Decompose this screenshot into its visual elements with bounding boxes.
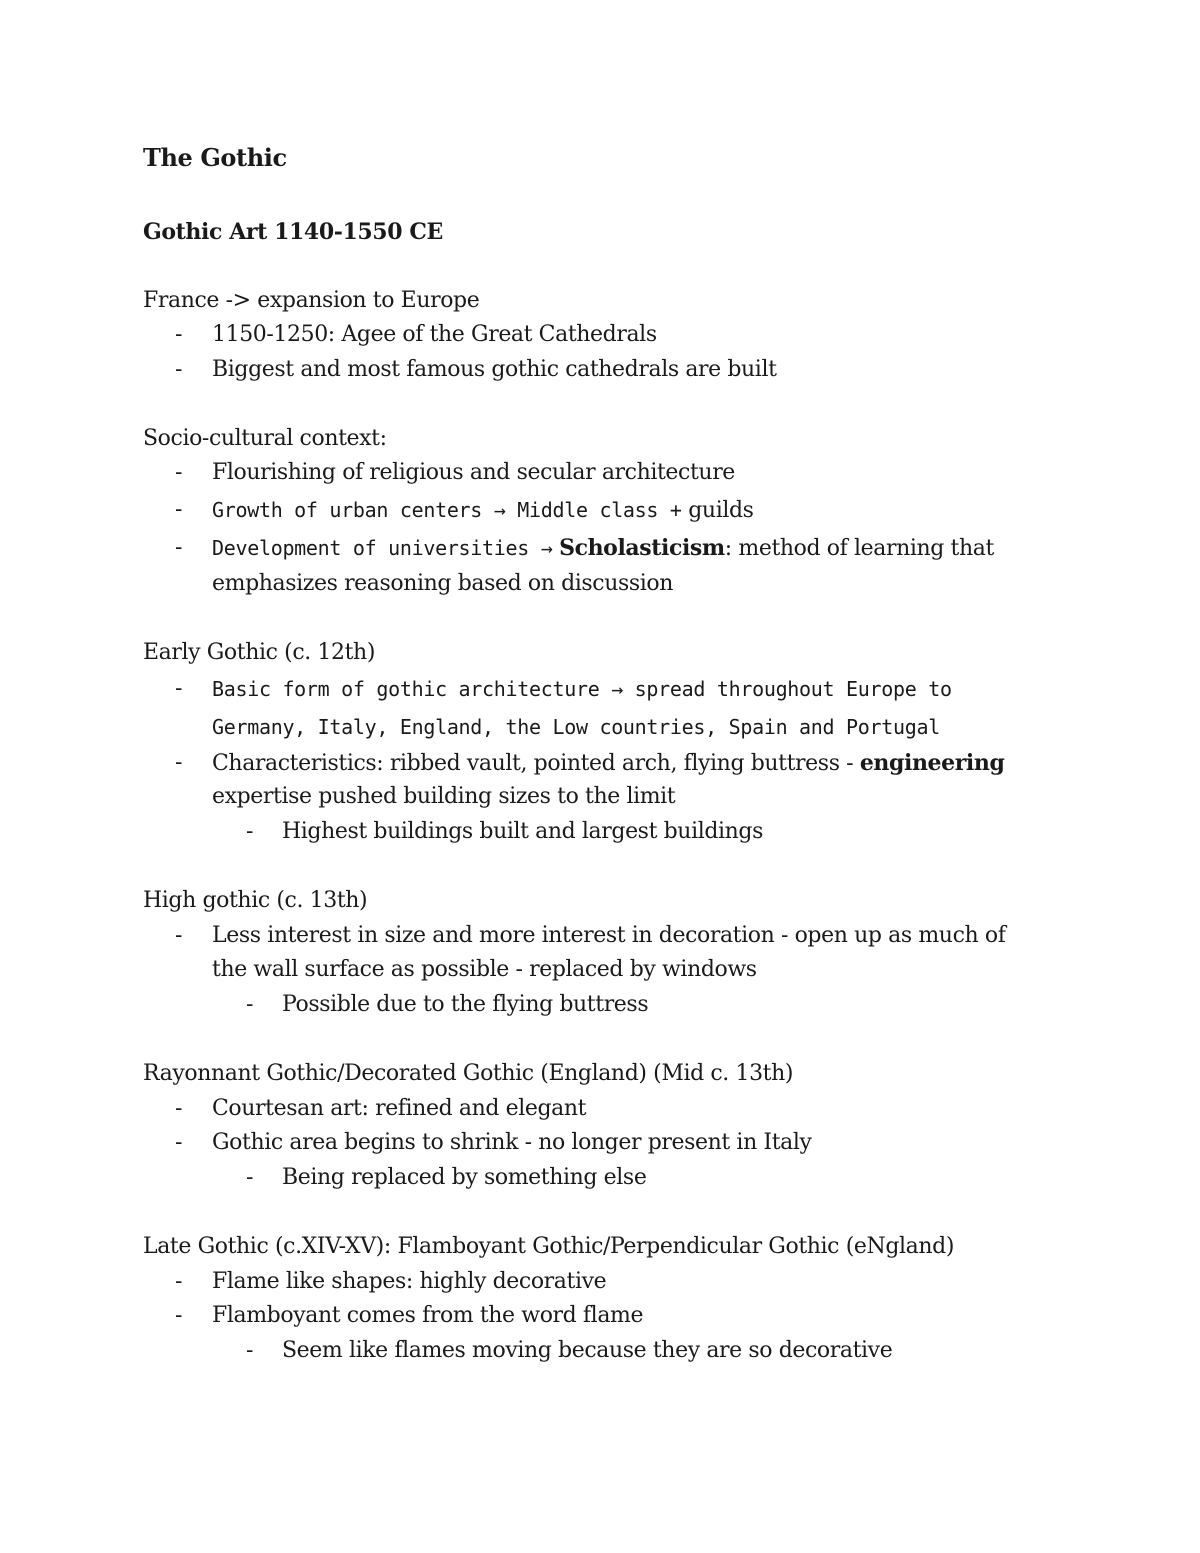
bullet-dash: - [175, 923, 183, 948]
france-bullet-1: 1150-1250: Agee of the Great Cathedrals [212, 322, 657, 347]
socio-bullet-2 [212, 495, 754, 526]
bullet-dash: - [175, 322, 183, 347]
bullet-dash: - [175, 1303, 183, 1328]
socio-bullet-3 [212, 533, 994, 564]
bullet-dash: - [175, 676, 183, 701]
late-heading: Late Gothic (c.XIV-XV): Flamboyant Gothic/Perpendicular Gothic (eNgland) [143, 1234, 955, 1259]
high-bullet-1: Less interest in size and more interest in decoration - open up as much of [212, 923, 1006, 948]
socio-bullet-2-rest: guilds [688, 498, 754, 523]
bullet-dash: - [175, 535, 183, 560]
bullet-dash: - [175, 460, 183, 485]
late-bullet-2: Flamboyant comes from the word flame [212, 1303, 644, 1328]
early-bullet-1: Basic form of gothic architecture → spread throughout Europe to [212, 677, 952, 701]
document-title: The Gothic [143, 143, 287, 172]
late-bullet-1: Flame like shapes: highly decorative [212, 1269, 607, 1294]
socio-heading: Socio-cultural context: [143, 426, 387, 451]
bullet-dash: - [246, 992, 254, 1017]
early-bullet-2 [212, 748, 1004, 779]
section-heading: Gothic Art 1140-1550 CE [143, 219, 443, 245]
bullet-dash: - [175, 1096, 183, 1121]
bullet-dash: - [175, 1269, 183, 1294]
france-bullet-2: Biggest and most famous gothic cathedrals are built [212, 357, 777, 382]
high-bullet-1-cont: the wall surface as possible - replaced by windows [212, 957, 757, 982]
bullet-dash: - [246, 819, 254, 844]
early-bullet-2-cont: expertise pushed building sizes to the limit [212, 784, 676, 809]
socio-bullet-1: Flourishing of religious and secular architecture [212, 460, 735, 485]
rayonnant-bullet-2: Gothic area begins to shrink - no longer present in Italy [212, 1130, 812, 1155]
early-heading: Early Gothic (c. 12th) [143, 640, 376, 665]
socio-bullet-3-mono: Development of universities → [212, 536, 553, 560]
bullet-dash: - [175, 1130, 183, 1155]
high-heading: High gothic (c. 13th) [143, 888, 368, 913]
rayonnant-heading: Rayonnant Gothic/Decorated Gothic (England) (Mid c. 13th) [143, 1061, 794, 1086]
socio-bullet-2-mono: Growth of urban centers → Middle class + [212, 498, 682, 522]
socio-bullet-3-rest: : method of learning that [724, 536, 994, 561]
bullet-dash: - [246, 1165, 254, 1190]
bullet-dash: - [175, 357, 183, 382]
engineering-term: engineering [859, 750, 1005, 776]
bullet-dash: - [175, 497, 183, 522]
early-sub-bullet: Highest buildings built and largest buildings [282, 819, 763, 844]
socio-bullet-3-cont: emphasizes reasoning based on discussion [212, 571, 674, 596]
early-bullet-2-text: Characteristics: ribbed vault, pointed arch, flying buttress - [212, 751, 854, 776]
late-sub-bullet: Seem like flames moving because they are so decorative [282, 1338, 893, 1363]
bullet-dash: - [246, 1338, 254, 1363]
early-bullet-1-cont: Germany, Italy, England, the Low countries, Spain and Portugal [212, 715, 940, 739]
rayonnant-sub-bullet: Being replaced by something else [282, 1165, 647, 1190]
scholasticism-term: Scholasticism [559, 535, 725, 561]
bullet-dash: - [175, 750, 183, 775]
high-sub-bullet: Possible due to the flying buttress [282, 992, 649, 1017]
rayonnant-bullet-1: Courtesan art: refined and elegant [212, 1096, 587, 1121]
france-heading: France -> expansion to Europe [143, 288, 480, 313]
